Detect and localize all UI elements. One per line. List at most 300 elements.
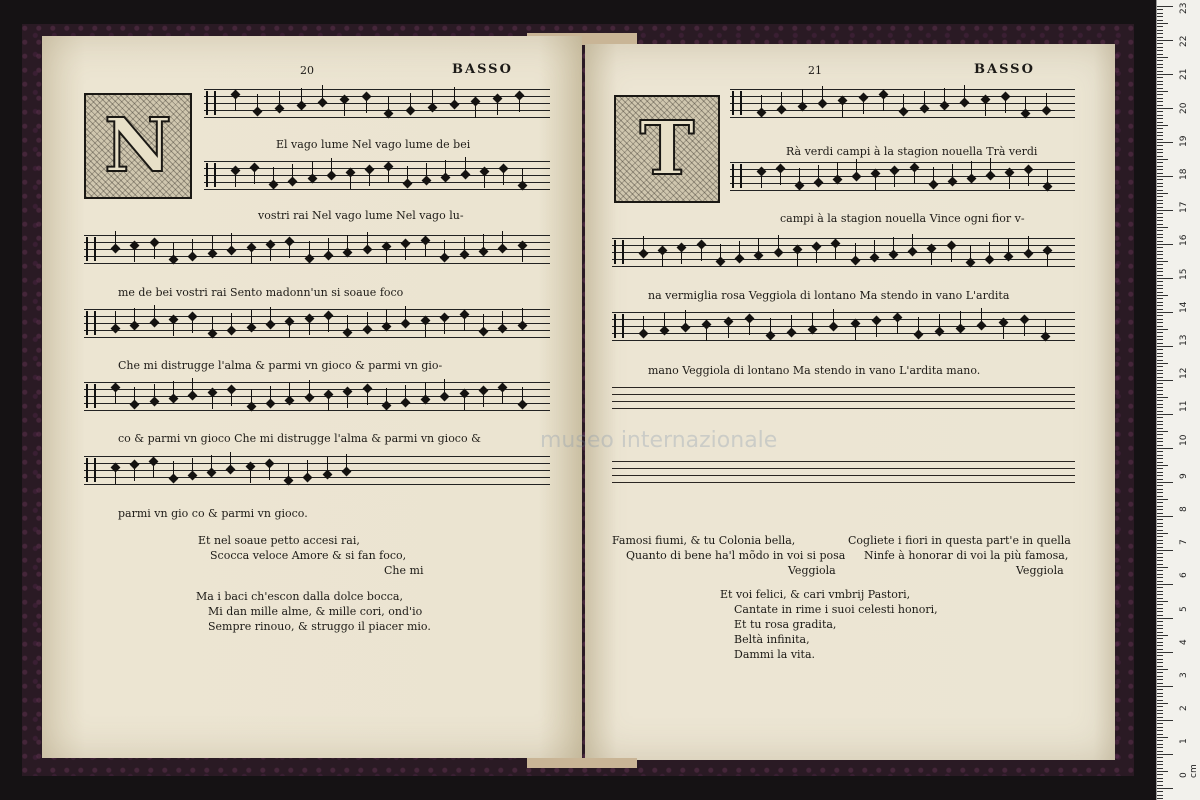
note-stem (192, 239, 193, 255)
note-stem (312, 161, 313, 177)
ruler-tick (1157, 366, 1163, 367)
ruler-tick (1157, 557, 1163, 558)
ruler-tick (1157, 764, 1163, 765)
note-stem (970, 245, 971, 261)
note-stem (388, 167, 389, 183)
music-staff (204, 89, 550, 117)
ruler-tick (1157, 71, 1163, 72)
note-stem (706, 325, 707, 341)
poem-center-stanza (720, 587, 938, 662)
ruler-tick (1157, 649, 1163, 650)
ruler-tick (1157, 611, 1163, 612)
note-stem (780, 169, 781, 185)
ruler-number: 14 (1179, 301, 1189, 313)
ruler-tick (1157, 462, 1163, 463)
ruler-tick (1157, 326, 1163, 327)
clef-icon (614, 240, 624, 264)
note-stem (951, 246, 952, 262)
ruler-tick (1157, 737, 1168, 738)
ruler-tick (1157, 679, 1163, 680)
note-stem (405, 385, 406, 401)
ruler-tick (1157, 128, 1163, 129)
ruler-tick (1157, 628, 1163, 629)
note-stem (842, 101, 843, 117)
lyric-line: Rà verdi campi à la stagion nouella Trà verdi (786, 145, 1038, 158)
note-stem (662, 251, 663, 267)
ruler-tick (1157, 132, 1163, 133)
music-staff (730, 162, 1075, 190)
ruler-tick (1157, 237, 1163, 238)
note-stem (483, 234, 484, 250)
ruler-tick (1157, 247, 1163, 248)
ruler-number: 16 (1179, 234, 1189, 247)
ruler-tick (1157, 485, 1163, 486)
note-stem (289, 242, 290, 258)
note-stem (327, 457, 328, 473)
poem-line: Ninfe à honorar di voi la più famosa, (864, 549, 1069, 562)
ruler-tick (1157, 200, 1163, 201)
ruler-tick (1157, 288, 1163, 289)
ruler-tick (1157, 346, 1173, 347)
note-stem (309, 380, 310, 396)
ruler-tick (1157, 669, 1168, 670)
ruler-number: 5 (1179, 605, 1189, 612)
ruler-tick (1157, 581, 1163, 582)
ruler-tick (1157, 16, 1163, 17)
ruler-tick (1157, 492, 1163, 493)
ruler-tick (1157, 574, 1163, 575)
ruler-number: 17 (1179, 201, 1189, 214)
note-stem (685, 310, 686, 326)
ruler-tick (1157, 88, 1163, 89)
ruler-tick (1157, 706, 1163, 707)
note-stem (822, 86, 823, 102)
initial-letter: T (639, 106, 695, 192)
ruler-tick (1157, 254, 1163, 255)
ruler-tick (1157, 465, 1168, 466)
note-stem (350, 173, 351, 189)
ruler-number: 10 (1179, 434, 1189, 446)
note-stem (933, 167, 934, 183)
ruler-tick (1157, 349, 1163, 350)
ruler-tick (1157, 261, 1168, 262)
note-stem (115, 311, 116, 327)
ruler-tick (1157, 370, 1163, 371)
ruler-tick (1157, 196, 1163, 197)
note-stem (270, 386, 271, 402)
ruler-tick (1157, 615, 1163, 616)
ruler-tick (1157, 152, 1163, 153)
poem-line: Dammi la vita. (734, 648, 816, 661)
note-stem (960, 311, 961, 327)
clef-icon (732, 164, 742, 188)
note-stem (270, 245, 271, 261)
ruler-tick (1157, 309, 1163, 310)
ruler-tick (1157, 111, 1163, 112)
ruler-tick (1157, 394, 1163, 395)
ruler-tick (1157, 149, 1163, 150)
note-stem (952, 164, 953, 180)
ruler-tick (1157, 778, 1163, 779)
note-stem (288, 463, 289, 479)
music-staff (730, 89, 1075, 117)
clef-icon (732, 91, 742, 115)
note-stem (484, 172, 485, 188)
note-stem (720, 244, 721, 260)
note-stem (1008, 239, 1009, 255)
note-stem (251, 248, 252, 264)
ruler-tick (1157, 98, 1163, 99)
ruler-tick (1157, 734, 1163, 735)
note-stem (173, 242, 174, 258)
ruler-tick (1157, 645, 1163, 646)
note-stem (1046, 93, 1047, 109)
ruler-tick (1157, 502, 1163, 503)
ruler-tick (1157, 788, 1173, 789)
ruler-number: 15 (1179, 268, 1189, 280)
ruler-tick (1157, 472, 1163, 473)
note-stem (522, 387, 523, 403)
note-stem (301, 88, 302, 104)
ruler-tick (1157, 407, 1163, 408)
ruler-tick (1157, 700, 1163, 701)
lyric-line: me de bei vostri rai Sento madonn'un si soaue foco (118, 286, 404, 299)
right-page-number: 21 (808, 64, 822, 77)
ruler-number: 23 (1179, 2, 1189, 14)
ruler-tick (1157, 713, 1163, 714)
note-stem (432, 90, 433, 106)
ruler-tick (1157, 795, 1163, 796)
ruler-tick (1157, 594, 1163, 595)
note-stem (425, 382, 426, 398)
note-stem (833, 309, 834, 325)
ruler-tick (1157, 271, 1163, 272)
ruler-tick (1157, 676, 1163, 677)
music-staff (84, 456, 374, 484)
note-stem (367, 389, 368, 405)
note-stem (1047, 169, 1048, 185)
note-stem (749, 319, 750, 335)
note-stem (465, 157, 466, 173)
ruler-tick (1157, 125, 1168, 126)
note-stem (454, 87, 455, 103)
ruler-tick (1157, 747, 1163, 748)
ruler-tick (1157, 652, 1173, 653)
ruler-number: 4 (1179, 639, 1189, 645)
note-stem (522, 246, 523, 262)
note-stem (279, 91, 280, 107)
ruler-number: 18 (1179, 168, 1189, 180)
note-stem (924, 91, 925, 107)
note-stem (502, 231, 503, 247)
ruler-tick (1157, 360, 1163, 361)
note-stem (799, 168, 800, 184)
ruler-tick (1157, 244, 1173, 245)
ruler-tick (1157, 40, 1173, 41)
ruler-tick (1157, 489, 1163, 490)
ruler-tick (1157, 380, 1173, 381)
ruler-tick (1157, 703, 1168, 704)
ruler-tick (1157, 122, 1163, 123)
ruler-tick (1157, 666, 1163, 667)
ruler-tick (1157, 343, 1163, 344)
ruler-tick (1157, 264, 1163, 265)
ruler-tick (1157, 431, 1168, 432)
note-stem (483, 391, 484, 407)
poem-left-column (612, 533, 845, 578)
note-stem (944, 88, 945, 104)
ruler-tick (1157, 20, 1163, 21)
ruler-tick (1157, 166, 1163, 167)
note-stem (309, 241, 310, 257)
ruler-tick (1157, 598, 1163, 599)
ruler-number: 6 (1179, 572, 1189, 579)
ruler-tick (1157, 723, 1163, 724)
ruler-tick (1157, 506, 1163, 507)
ruler-tick (1157, 64, 1163, 65)
note-stem (761, 95, 762, 111)
note-stem (1028, 236, 1029, 252)
clef-icon (86, 384, 96, 408)
ruler-number: 9 (1179, 473, 1189, 479)
ruler-tick (1157, 553, 1163, 554)
note-stem (235, 95, 236, 111)
note-stem (883, 95, 884, 111)
clef-icon (206, 163, 216, 187)
note-stem (331, 158, 332, 174)
ruler-tick (1157, 292, 1163, 293)
ruler-tick (1157, 373, 1163, 374)
poem-line: Che mi (384, 564, 424, 577)
ruler-tick (1157, 37, 1163, 38)
note-stem (664, 313, 665, 329)
ruler-tick (1157, 496, 1163, 497)
ruler-tick (1157, 550, 1173, 551)
note-stem (1028, 170, 1029, 186)
ruler-tick (1157, 730, 1163, 731)
note-stem (367, 312, 368, 328)
ruler-tick (1157, 101, 1163, 102)
poem-line: Sempre rinouo, & struggo il piacer mio. (208, 620, 431, 633)
note-stem (231, 313, 232, 329)
ruler-tick (1157, 720, 1173, 721)
note-stem (897, 318, 898, 334)
ruler-tick (1157, 57, 1168, 58)
ruler-tick (1157, 108, 1173, 109)
ruler-number: 3 (1179, 672, 1189, 678)
lyric-line: campi à la stagion nouella Vince ogni fior v- (780, 212, 1025, 225)
note-stem (192, 458, 193, 474)
ruler-tick (1157, 230, 1163, 231)
poem-stanza-1 (198, 533, 423, 578)
ruler-tick (1157, 30, 1163, 31)
ruler-tick (1157, 768, 1163, 769)
note-stem (307, 460, 308, 476)
ruler-tick (1157, 329, 1168, 330)
ruler-tick (1157, 761, 1163, 762)
note-stem (875, 174, 876, 190)
note-stem (643, 316, 644, 332)
ruler-tick (1157, 207, 1163, 208)
ruler-tick (1157, 448, 1173, 449)
ruler-tick (1157, 451, 1163, 452)
ruler-tick (1157, 312, 1173, 313)
ruler-tick (1157, 105, 1163, 106)
note-stem (369, 170, 370, 186)
note-stem (292, 164, 293, 180)
ruler-tick (1157, 26, 1163, 27)
note-stem (346, 454, 347, 470)
note-stem (475, 102, 476, 118)
note-stem (405, 306, 406, 322)
note-stem (173, 381, 174, 397)
ruler-tick (1157, 560, 1163, 561)
ruler-tick (1157, 162, 1163, 163)
lyric-line: vostri rai Nel vago lume Nel vago lu- (258, 209, 464, 222)
ruler-tick (1157, 220, 1163, 221)
note-stem (231, 390, 232, 406)
ruler-tick (1157, 434, 1163, 435)
lyric-line: co & parmi vn gioco Che mi distrugge l'alma & parmi vn gioco & (118, 432, 481, 445)
note-stem (173, 320, 174, 336)
left-page-number: 20 (300, 64, 314, 77)
ruler-tick (1157, 482, 1173, 483)
note-stem (1024, 320, 1025, 336)
note-stem (212, 316, 213, 332)
note-stem (192, 378, 193, 394)
ruler-tick (1157, 751, 1163, 752)
ruler-number: 2 (1179, 705, 1189, 712)
note-stem (386, 309, 387, 325)
ruler-tick (1157, 717, 1163, 718)
ruler-tick (1157, 217, 1163, 218)
note-stem (931, 249, 932, 265)
watermark: museo internazionale (540, 428, 778, 453)
poem-stanza-2 (196, 589, 431, 634)
ruler-tick (1157, 322, 1163, 323)
ruler-number: 21 (1179, 68, 1189, 81)
note-stem (134, 308, 135, 324)
ruler-tick (1157, 424, 1163, 425)
note-stem (115, 231, 116, 247)
note-stem (918, 317, 919, 333)
ruler-tick (1157, 224, 1163, 225)
ruler-tick (1157, 543, 1163, 544)
note-stem (367, 232, 368, 248)
ruler-tick (1157, 604, 1163, 605)
ruler-tick (1157, 519, 1163, 520)
ruler-tick (1157, 727, 1163, 728)
note-stem (153, 462, 154, 478)
ruler-tick (1157, 183, 1163, 184)
poem-line: Et tu rosa gradita, (734, 618, 837, 631)
ruler-tick (1157, 693, 1163, 694)
ruler-tick (1157, 339, 1163, 340)
note-stem (903, 94, 904, 110)
ruler-tick (1157, 523, 1163, 524)
poem-line: Ma i baci ch'escon dalla dolce bocca, (196, 590, 403, 603)
ruler-tick (1157, 47, 1163, 48)
ruler-tick (1157, 642, 1163, 643)
ruler-tick (1157, 421, 1163, 422)
note-stem (251, 389, 252, 405)
ruler-tick (1157, 190, 1163, 191)
note-stem (269, 464, 270, 480)
ruler-tick (1157, 23, 1168, 24)
ruler-tick (1157, 268, 1163, 269)
poem-line: Cogliete i fiori in questa part'e in quella (848, 534, 1071, 547)
ruler-tick (1157, 567, 1168, 568)
ruler-tick (1157, 601, 1168, 602)
ruler-tick (1157, 91, 1168, 92)
note-stem (761, 172, 762, 188)
note-stem (134, 465, 135, 481)
music-staff (84, 235, 550, 263)
note-stem (797, 250, 798, 266)
note-stem (837, 162, 838, 178)
ruler-tick (1157, 54, 1163, 55)
ruler-number: 12 (1179, 367, 1189, 380)
ruler-tick (1157, 710, 1163, 711)
ruler-number: 22 (1179, 35, 1189, 48)
note-stem (386, 388, 387, 404)
note-stem (681, 248, 682, 264)
initial-letter: N (104, 103, 172, 189)
ruler-tick (1157, 115, 1163, 116)
note-stem (503, 169, 504, 185)
note-stem (212, 236, 213, 252)
note-stem (464, 315, 465, 331)
lyric-line: parmi vn gio co & parmi vn gioco. (118, 507, 308, 520)
note-stem (254, 168, 255, 184)
ruler-tick (1157, 169, 1163, 170)
ruler-tick (1157, 526, 1163, 527)
note-stem (502, 388, 503, 404)
ruler-tick (1157, 754, 1173, 755)
poem-line: Famosi fiumi, & tu Colonia bella, (612, 534, 796, 547)
ruler-tick (1157, 458, 1163, 459)
ruler-tick (1157, 176, 1173, 177)
music-staff (612, 238, 1075, 266)
ruler-tick (1157, 584, 1173, 585)
note-stem (410, 93, 411, 109)
note-stem (192, 317, 193, 333)
ruler-tick (1157, 530, 1163, 531)
note-stem (985, 100, 986, 116)
ruler-tick (1157, 210, 1173, 211)
ruler-tick (1157, 6, 1173, 7)
ruler-number: 13 (1179, 334, 1189, 346)
note-stem (802, 89, 803, 105)
ruler-tick (1157, 577, 1163, 578)
note-stem (522, 168, 523, 184)
ruler-tick (1157, 193, 1168, 194)
note-stem (876, 321, 877, 337)
ruler-tick (1157, 295, 1168, 296)
note-stem (990, 158, 991, 174)
ruler-tick (1157, 298, 1163, 299)
note-stem (863, 98, 864, 114)
note-stem (425, 321, 426, 337)
ruler-tick (1157, 118, 1163, 119)
clef-icon (86, 237, 96, 261)
ruler-tick (1157, 227, 1168, 228)
note-stem (173, 461, 174, 477)
music-staff (84, 309, 550, 337)
ruler-tick (1157, 156, 1163, 157)
poem-line: Veggiola (1016, 564, 1064, 577)
ruler-tick (1157, 305, 1163, 306)
